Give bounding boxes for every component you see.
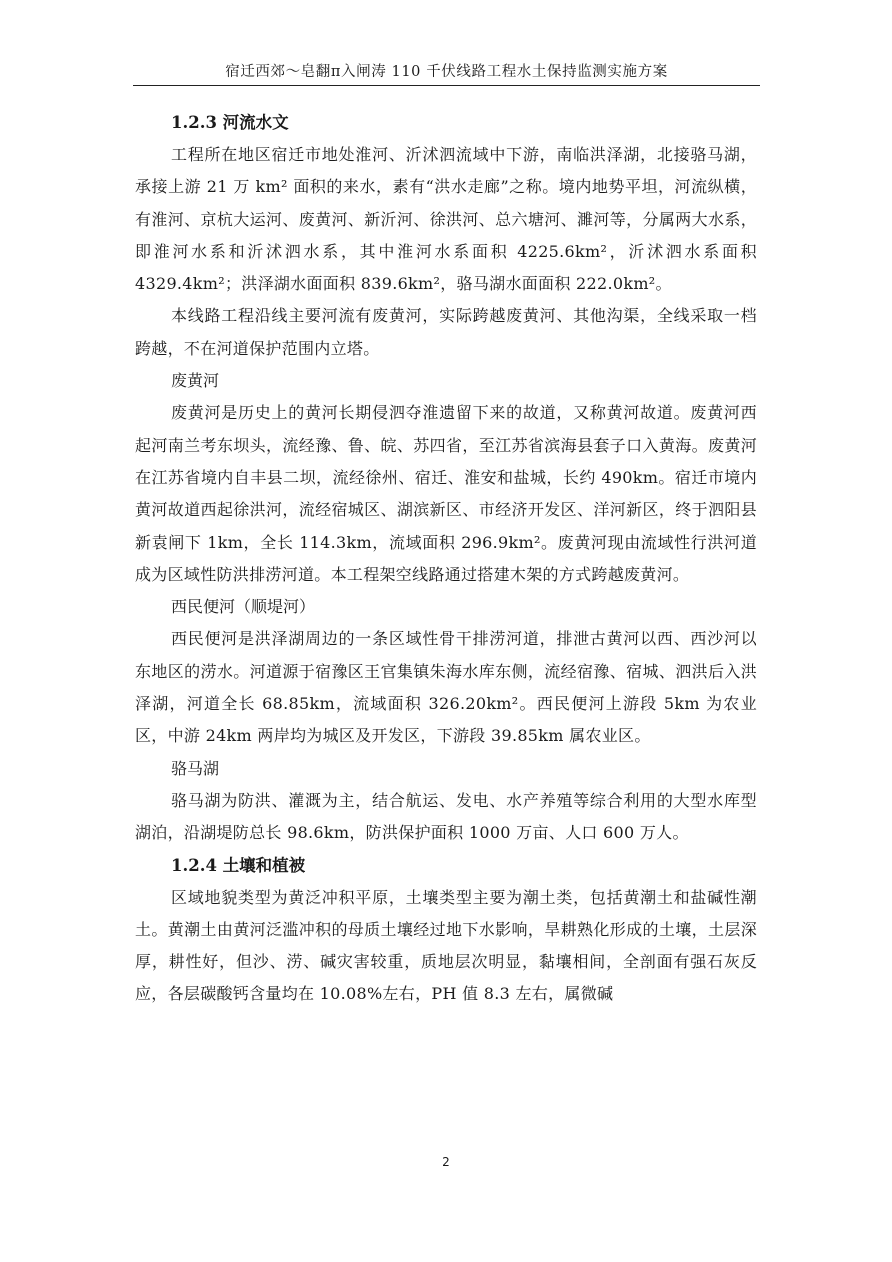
river-name-luomahu: 骆马湖 xyxy=(171,758,220,778)
paragraph-route-rivers: 本线路工程沿线主要河流有废黄河，实际跨越废黄河、其他沟渠，全线采取一档跨越，不在河道保护范围内立塔。 xyxy=(135,306,757,358)
page-header: 宿迁西郊～皂翻π入闸涛 110 千伏线路工程水土保持监测实施方案 xyxy=(225,64,668,80)
river-name-ximinbianhe: 西民便河（顺堤河） xyxy=(171,597,316,617)
paragraph-soil: 区域地貌类型为黄泛冲积平原，土壤类型主要为潮土类，包括黄潮土和盐碱性潮土。黄潮土由黄河泛滥冲积的母质土壤经过地下水影响，旱耕熟化形成的土壤，土层深厚，耕性好，但沙、涝、碱灾害较重，质地层次明显，黏壤相间，全剖面有强石灰反应，各层碳酸钙含量均在 10.08%左右，PH 值 8.3 左右，属微碱 xyxy=(135,887,757,1004)
paragraph-hydrology-overview: 工程所在地区宿迁市地处淮河、沂沭泗流域中下游，南临洪泽湖，北接骆马湖，承接上游 21 万 km² 面积的来水，素有“洪水走廊”之称。境内地势平坦，河流纵横，有淮河、京杭大运河、废黄河、新沂河、徐洪河、总六塘河、濉河等，分属两大水系，即淮河水系和沂沭泗水系，其中淮河水系面积 4225.6km²，沂沭泗水系面积 4329.4km²；洪泽湖水面面积 839.6km²，骆马湖水面面积 222.0km²。 xyxy=(135,145,757,294)
page-number: 2 xyxy=(442,1155,450,1169)
paragraph-luomahu: 骆马湖为防洪、灌溉为主，结合航运、发电、水产养殖等综合利用的大型水库型湖泊，沿湖堤防总长 98.6km，防洪保护面积 1000 万亩、人口 600 万人。 xyxy=(135,790,757,843)
section-heading-soil-vegetation: 1.2.4 土壤和植被 xyxy=(171,855,306,875)
section-heading-hydrology: 1.2.3 河流水文 xyxy=(171,113,289,132)
page-body xyxy=(135,107,757,1011)
paragraph-feihuanghe: 废黄河是历史上的黄河长期侵泗夺淮遗留下来的故道，又称黄河故道。废黄河西起河南兰考东坝头，流经豫、鲁、皖、苏四省，至江苏省滨海县套子口入黄海。废黄河在江苏省境内自丰县二坝，流经徐州、宿迁、淮安和盐城，长约 490km。宿迁市境内黄河故道西起徐洪河，流经宿城区、湖滨新区、市经济开发区、洋河新区，终于泗阳县新袁闸下 1km，全长 114.3km，流域面积 296.9km²。废黄河现由流域性行洪河道成为区域性防洪排涝河道。本工程架空线路通过搭建木架的方式跨越废黄河。 xyxy=(135,403,757,584)
paragraph-ximinbianhe: 西民便河是洪泽湖周边的一条区域性骨干排涝河道，排泄古黄河以西、西沙河以东地区的涝水。河道源于宿豫区王官集镇朱海水库东侧，流经宿豫、宿城、泗洪后入洪泽湖，河道全长 68.85km，流域面积 326.20km²。西民便河上游段 5km 为农业区，中游 24km 两岸均为城区及开发区，下游段 39.85km 属农业区。 xyxy=(135,629,757,746)
river-name-feihuanghe: 废黄河 xyxy=(171,371,220,391)
header-rule xyxy=(133,85,760,86)
